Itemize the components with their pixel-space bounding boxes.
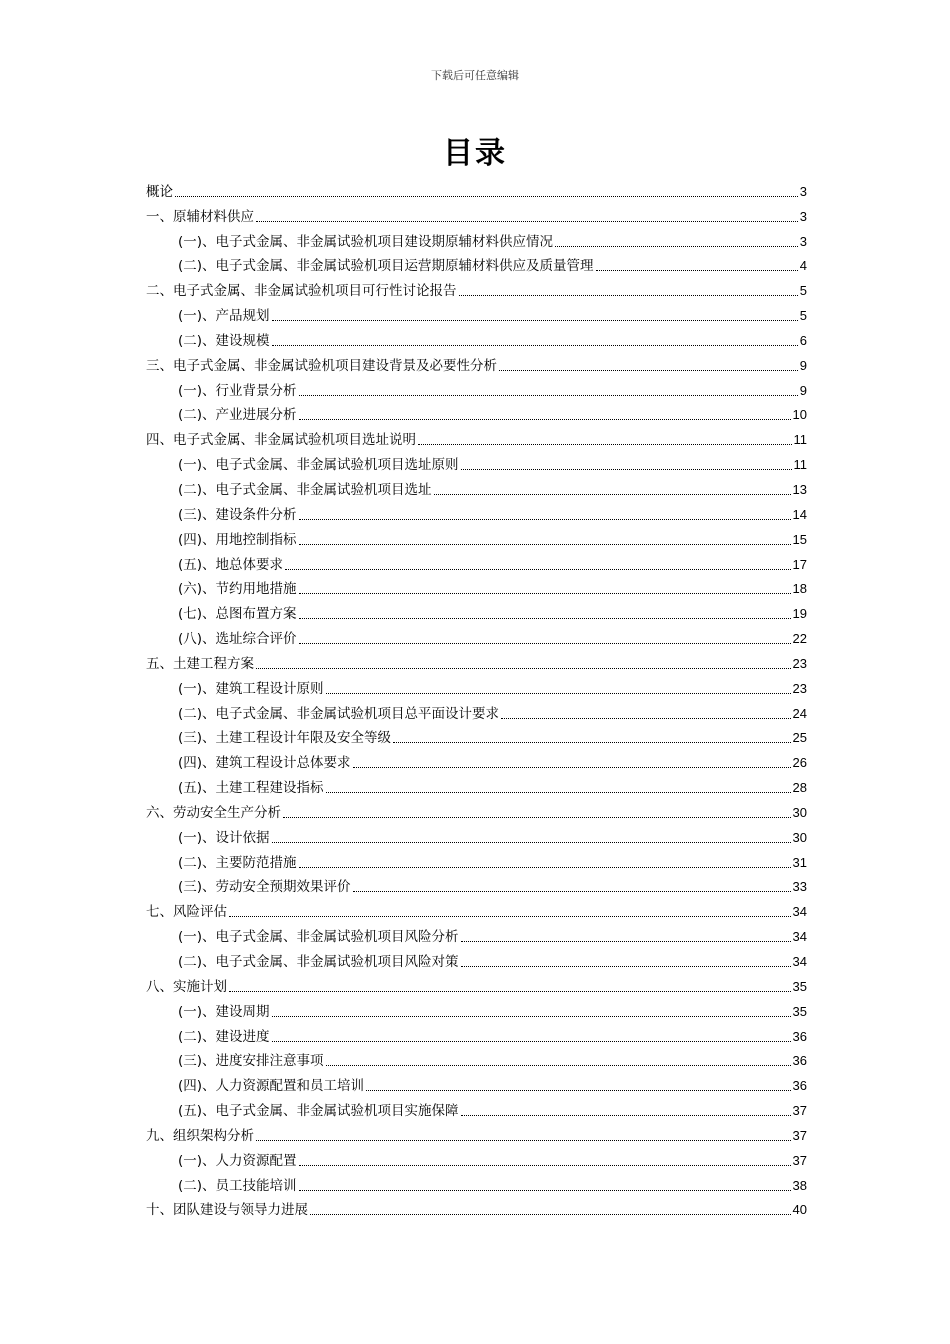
toc-entry[interactable] xyxy=(146,474,807,499)
toc-leader-dots xyxy=(256,1140,791,1141)
toc-page-number: 37 xyxy=(792,1127,807,1143)
toc-entry[interactable] xyxy=(146,921,807,946)
toc-entry[interactable] xyxy=(146,598,807,623)
toc-leader-dots xyxy=(501,718,790,719)
toc-entry[interactable] xyxy=(146,1070,807,1095)
toc-page-number: 30 xyxy=(792,829,807,845)
toc-entry-text: (六)、节约用地措施 xyxy=(178,581,297,598)
toc-leader-dots xyxy=(326,693,791,694)
toc-entry[interactable] xyxy=(146,499,807,524)
toc-page-number: 37 xyxy=(792,1103,807,1119)
toc-page-number: 38 xyxy=(792,1177,807,1193)
toc-entry-text: (八)、选址综合评价 xyxy=(178,631,297,648)
toc-page-number: 18 xyxy=(792,581,807,597)
toc-leader-dots xyxy=(596,270,798,271)
toc-leader-dots xyxy=(283,817,791,818)
toc-entry[interactable] xyxy=(146,201,807,226)
toc-page-number: 35 xyxy=(792,978,807,994)
toc-entry[interactable] xyxy=(146,350,807,375)
toc-entry-text: (一)、人力资源配置 xyxy=(178,1152,297,1169)
toc-entry-text: (四)、建筑工程设计总体要求 xyxy=(178,755,351,772)
toc-entry-text: 一、原辅材料供应 xyxy=(146,208,254,225)
toc-entry[interactable] xyxy=(146,375,807,400)
toc-entry[interactable] xyxy=(146,524,807,549)
toc-page-number: 9 xyxy=(799,357,807,373)
toc-page-number: 5 xyxy=(799,308,807,324)
toc-entry[interactable] xyxy=(146,1170,807,1195)
toc-entry-text: (二)、产业进展分析 xyxy=(178,407,297,424)
toc-leader-dots xyxy=(229,991,791,992)
toc-entry-text: (一)、设计依据 xyxy=(178,829,270,846)
toc-page-number: 24 xyxy=(792,705,807,721)
toc-entry-text: (一)、电子式金属、非金属试验机项目选址原则 xyxy=(178,457,459,474)
toc-leader-dots xyxy=(299,867,791,868)
toc-page-number: 15 xyxy=(792,531,807,547)
toc-page-number: 5 xyxy=(799,283,807,299)
toc-leader-dots xyxy=(366,1090,790,1091)
toc-leader-dots xyxy=(272,320,798,321)
toc-entry-text: (一)、电子式金属、非金属试验机项目风险分析 xyxy=(178,929,459,946)
toc-page-number: 36 xyxy=(792,1078,807,1094)
toc-entry-text: (一)、电子式金属、非金属试验机项目建设期原辅材料供应情况 xyxy=(178,233,554,250)
toc-page-number: 34 xyxy=(792,904,807,920)
toc-page-number: 19 xyxy=(792,606,807,622)
toc-leader-dots xyxy=(299,519,791,520)
header-note: 下载后可任意编辑 xyxy=(431,69,519,82)
toc-leader-dots xyxy=(353,891,791,892)
toc-entry[interactable] xyxy=(146,673,807,698)
toc-entry-text: (二)、建设规模 xyxy=(178,332,270,349)
toc-page-number: 36 xyxy=(792,1053,807,1069)
toc-entry-text: (四)、用地控制指标 xyxy=(178,531,297,548)
toc-leader-dots xyxy=(299,618,791,619)
toc-page-number: 26 xyxy=(792,755,807,771)
toc-list xyxy=(146,176,807,1219)
toc-entry-text: 九、组织架构分析 xyxy=(146,1127,254,1144)
toc-entry[interactable] xyxy=(146,226,807,251)
toc-leader-dots xyxy=(256,221,798,222)
toc-page-number: 4 xyxy=(799,258,807,274)
toc-entry[interactable] xyxy=(146,723,807,748)
toc-page-number: 23 xyxy=(792,655,807,671)
toc-entry-text: 四、电子式金属、非金属试验机项目选址说明 xyxy=(146,432,416,449)
toc-entry-text: (三)、进度安排注意事项 xyxy=(178,1053,324,1070)
toc-entry[interactable] xyxy=(146,275,807,300)
toc-leader-dots xyxy=(326,1065,791,1066)
toc-entry[interactable] xyxy=(146,847,807,872)
toc-page-number: 3 xyxy=(799,208,807,224)
toc-entry-text: 五、土建工程方案 xyxy=(146,655,254,672)
toc-entry[interactable] xyxy=(146,896,807,921)
toc-page-number: 40 xyxy=(792,1202,807,1218)
toc-leader-dots xyxy=(299,419,791,420)
toc-page-number: 28 xyxy=(792,780,807,796)
toc-entry-text: (五)、土建工程建设指标 xyxy=(178,780,324,797)
toc-entry[interactable] xyxy=(146,176,807,201)
toc-entry-text: 概论 xyxy=(146,183,173,200)
toc-leader-dots xyxy=(299,1165,791,1166)
toc-page-number: 14 xyxy=(792,506,807,522)
toc-entry-text: (二)、建设进度 xyxy=(178,1028,270,1045)
toc-entry[interactable] xyxy=(146,797,807,822)
toc-entry[interactable] xyxy=(146,872,807,897)
toc-leader-dots xyxy=(299,643,791,644)
toc-entry-text: 二、电子式金属、非金属试验机项目可行性讨论报告 xyxy=(146,283,457,300)
toc-entry[interactable] xyxy=(146,698,807,723)
toc-leader-dots xyxy=(434,494,791,495)
toc-entry[interactable] xyxy=(146,996,807,1021)
toc-entry[interactable] xyxy=(146,1195,807,1220)
toc-entry-text: (三)、劳动安全预期效果评价 xyxy=(178,879,351,896)
toc-page-number: 33 xyxy=(792,879,807,895)
toc-page-number: 3 xyxy=(799,233,807,249)
toc-page-number: 10 xyxy=(792,407,807,423)
toc-entry-text: (一)、产品规划 xyxy=(178,308,270,325)
toc-entry[interactable] xyxy=(146,648,807,673)
toc-page-number: 22 xyxy=(792,631,807,647)
toc-entry[interactable] xyxy=(146,772,807,797)
toc-entry-text: (二)、电子式金属、非金属试验机项目风险对策 xyxy=(178,954,459,970)
toc-page-number: 3 xyxy=(799,183,807,199)
toc-leader-dots xyxy=(461,469,792,470)
toc-entry-text: (五)、地总体要求 xyxy=(178,556,284,573)
toc-entry[interactable] xyxy=(146,623,807,648)
toc-page-number: 36 xyxy=(792,1028,807,1044)
toc-entry[interactable] xyxy=(146,424,807,449)
toc-leader-dots xyxy=(299,395,798,396)
toc-entry[interactable] xyxy=(146,747,807,772)
toc-leader-dots xyxy=(272,345,798,346)
toc-entry[interactable] xyxy=(146,1046,807,1071)
toc-leader-dots xyxy=(299,544,791,545)
toc-page-number: 11 xyxy=(793,432,807,448)
toc-entry-text: (一)、建筑工程设计原则 xyxy=(178,680,324,697)
toc-leader-dots xyxy=(461,966,791,967)
toc-leader-dots xyxy=(461,941,791,942)
toc-entry[interactable] xyxy=(146,449,807,474)
toc-leader-dots xyxy=(256,668,791,669)
toc-entry-text: (四)、人力资源配置和员工培训 xyxy=(178,1078,365,1095)
toc-leader-dots xyxy=(418,444,792,445)
toc-leader-dots xyxy=(272,1041,791,1042)
toc-entry-text: (二)、电子式金属、非金属试验机项目运营期原辅材料供应及质量管理 xyxy=(178,258,594,275)
toc-leader-dots xyxy=(393,742,790,743)
toc-entry-text: (二)、电子式金属、非金属试验机项目选址 xyxy=(178,481,432,498)
toc-page-number: 25 xyxy=(792,730,807,746)
toc-entry[interactable] xyxy=(146,549,807,574)
toc-entry-text: (七)、总图布置方案 xyxy=(178,606,297,623)
toc-entry[interactable] xyxy=(146,1120,807,1145)
toc-leader-dots xyxy=(272,1016,791,1017)
toc-page-number: 23 xyxy=(792,680,807,696)
toc-entry-text: 十、团队建设与领导力进展 xyxy=(146,1202,308,1219)
toc-leader-dots xyxy=(310,1214,791,1215)
toc-leader-dots xyxy=(285,569,790,570)
toc-entry-text: (三)、建设条件分析 xyxy=(178,506,297,523)
toc-leader-dots xyxy=(326,792,791,793)
toc-leader-dots xyxy=(459,295,798,296)
toc-entry-text: 七、风险评估 xyxy=(146,904,227,921)
toc-entry-text: (一)、建设周期 xyxy=(178,1003,270,1020)
toc-entry[interactable] xyxy=(146,400,807,425)
toc-leader-dots xyxy=(353,767,791,768)
toc-page-number: 34 xyxy=(792,954,807,969)
toc-entry[interactable] xyxy=(146,946,807,971)
toc-entry[interactable] xyxy=(146,822,807,847)
toc-entry-text: (二)、电子式金属、非金属试验机项目总平面设计要求 xyxy=(178,705,500,722)
toc-leader-dots xyxy=(461,1115,791,1116)
toc-page-number: 13 xyxy=(792,481,807,497)
toc-title: 目录 xyxy=(443,136,507,171)
toc-leader-dots xyxy=(229,916,791,917)
toc-leader-dots xyxy=(499,370,798,371)
toc-entry-text: (五)、电子式金属、非金属试验机项目实施保障 xyxy=(178,1103,459,1120)
toc-leader-dots xyxy=(175,196,798,197)
toc-leader-dots xyxy=(299,1190,791,1191)
toc-entry-text: (一)、行业背景分析 xyxy=(178,382,297,399)
toc-entry-text: 八、实施计划 xyxy=(146,978,227,995)
toc-page-number: 17 xyxy=(792,556,807,572)
toc-leader-dots xyxy=(272,842,791,843)
toc-entry[interactable] xyxy=(146,325,807,350)
toc-entry[interactable] xyxy=(146,1021,807,1046)
toc-page-number: 9 xyxy=(799,382,807,398)
toc-entry-text: (二)、员工技能培训 xyxy=(178,1177,297,1194)
toc-entry[interactable] xyxy=(146,1145,807,1170)
toc-entry-text: (二)、主要防范措施 xyxy=(178,854,297,871)
toc-page-number: 30 xyxy=(792,804,807,820)
toc-page-number: 31 xyxy=(792,854,807,870)
toc-page-number: 11 xyxy=(793,457,807,473)
toc-leader-dots xyxy=(299,593,791,594)
toc-page-number: 37 xyxy=(792,1152,807,1168)
toc-entry[interactable] xyxy=(146,251,807,276)
toc-entry-text: (三)、土建工程设计年限及安全等级 xyxy=(178,730,392,747)
toc-entry-text: 六、劳动安全生产分析 xyxy=(146,804,281,821)
toc-page-number: 6 xyxy=(799,332,807,348)
toc-entry-text: 三、电子式金属、非金属试验机项目建设背景及必要性分析 xyxy=(146,357,497,374)
toc-page-number: 34 xyxy=(792,929,807,945)
toc-entry[interactable] xyxy=(146,300,807,325)
toc-entry[interactable] xyxy=(146,574,807,599)
toc-entry[interactable] xyxy=(146,971,807,996)
toc-page-number: 35 xyxy=(792,1003,807,1019)
toc-entry[interactable] xyxy=(146,1095,807,1120)
toc-leader-dots xyxy=(555,246,798,247)
